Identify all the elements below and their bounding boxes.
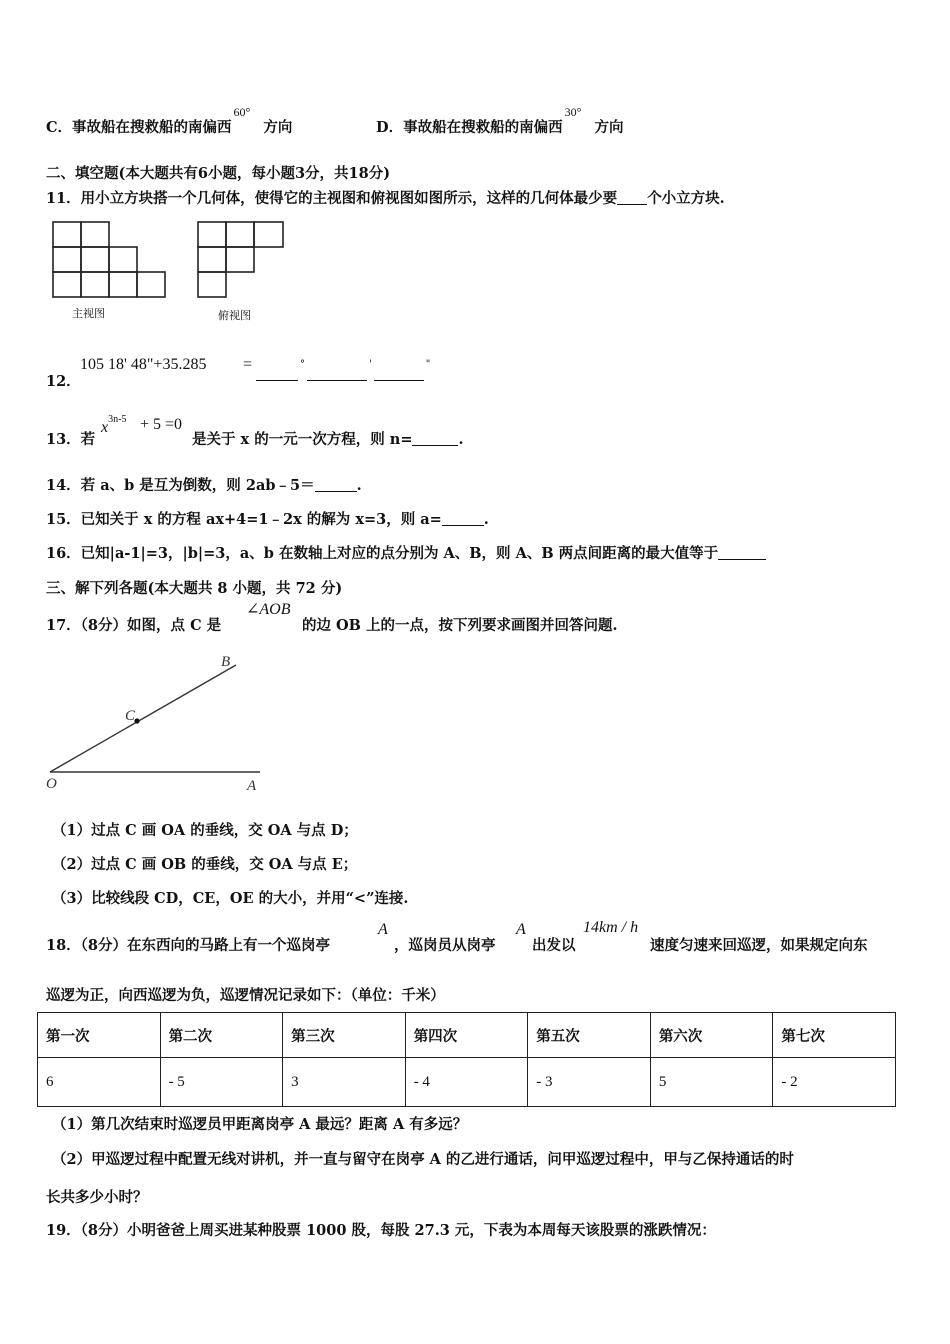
q11-blank — [617, 190, 647, 205]
value-cell: 3 — [283, 1058, 406, 1107]
option-d-angle: 30° — [564, 105, 582, 119]
q14-text: 14．若 a、b 是互为倒数，则 2ab﹣5＝ . — [46, 477, 362, 494]
q18-line1-a: 18．（8分）在东西向的马路上有一个巡岗亭 — [46, 937, 331, 954]
q18-line2: 巡逻为正，向西巡逻为负，巡逻情况记录如下：（单位：千米） — [46, 987, 445, 1004]
q12-number: 12． — [46, 373, 81, 390]
label-c: C — [125, 708, 136, 724]
q14-blank — [315, 477, 357, 492]
label-a: A — [247, 778, 257, 794]
q18-sub2: （2）甲巡逻过程中配置无线对讲机，并一直与留守在岗亭 A 的乙进行通话，问甲巡逻过程中，甲与乙保持通话的时 — [52, 1151, 794, 1168]
q17-figure — [40, 650, 280, 795]
q17-sub3: （3）比较线段 CD，CE，OE 的大小，并用“<”连接. — [52, 890, 409, 907]
point-c — [134, 718, 139, 723]
top-view-grid — [198, 222, 283, 297]
q18-speed: 14km / h — [583, 919, 639, 936]
q18-post-a: A — [378, 921, 388, 938]
q12-blank-sec — [374, 366, 424, 381]
q13-prefix: 13．若 — [46, 431, 96, 448]
q12-blank-min — [307, 366, 367, 381]
q13-equation: $x^{3n-5}$ — [101, 414, 127, 436]
q13-text: 是关于 x 的一元一次方程，则 n= . — [192, 431, 464, 448]
q16-blank — [718, 545, 766, 560]
q17-prefix: 17．（8分）如图，点 C 是 — [46, 617, 222, 634]
q13-blank — [412, 431, 458, 446]
label-o: O — [46, 776, 57, 792]
value-cell: - 5 — [160, 1058, 283, 1107]
q18-sub2b: 长共多少小时？ — [46, 1189, 148, 1206]
header-cell: 第三次 — [283, 1013, 406, 1058]
table-header-row — [38, 1013, 896, 1058]
q18-sub1: （1）第几次结束时巡逻员甲距离岗亭 A 最远？距离 A 有多远？ — [52, 1116, 468, 1133]
q12-blank-deg — [256, 366, 298, 381]
section2-heading: 二、填空题(本大题共有6小题，每小题3分，共18分) — [46, 165, 391, 182]
q17-suffix: 的边 OB 上的一点，按下列要求画图并回答问题. — [302, 617, 618, 634]
q12-equals: = — [243, 356, 253, 373]
q18-line1-b: ，巡岗员从岗亭 — [394, 937, 496, 954]
value-cell: - 2 — [773, 1058, 896, 1107]
q18-line1-d: 速度匀速来回巡逻，如果规定向东 — [650, 937, 868, 954]
header-cell: 第四次 — [405, 1013, 528, 1058]
front-view-grid — [53, 222, 165, 297]
table-row — [38, 1058, 896, 1107]
q12-blanks: ° ' " — [256, 364, 432, 383]
header-cell: 第一次 — [38, 1013, 161, 1058]
q17-sub2: （2）过点 C 画 OB 的垂线，交 OA 与点 E； — [52, 856, 358, 873]
section3-heading: 三、解下列各题(本大题共 8 小题，共 72 分) — [46, 580, 343, 597]
top-view-caption: 俯视图 — [218, 309, 251, 322]
header-cell: 第七次 — [773, 1013, 896, 1058]
header-cell: 第五次 — [528, 1013, 651, 1058]
header-cell: 第六次 — [650, 1013, 773, 1058]
label-b: B — [221, 654, 231, 670]
q15-text: 15．已知关于 x 的方程 ax+4=1﹣2x 的解为 x=3，则 a= . — [46, 511, 489, 528]
q12-expression: 105 18' 48"+35.285 — [80, 356, 207, 373]
front-view-caption: 主视图 — [72, 307, 105, 320]
q15-blank — [442, 511, 484, 526]
q17-angle: ∠AOB — [246, 601, 291, 618]
q19-text: 19．（8分）小明爸爸上周买进某种股票 1000 股，每股 27.3 元，下表为本周每天该股票的涨跌情况： — [46, 1222, 716, 1239]
ray-ob — [50, 665, 236, 772]
option-d: D．事故船在搜救船的南偏西$^{30^\circ}$ 方向 — [376, 105, 624, 136]
patrol-record-table — [37, 1012, 896, 1107]
value-cell: - 4 — [405, 1058, 528, 1107]
q13-tail: + 5 =0 — [140, 416, 183, 433]
q18-line1-c: 出发以 — [532, 937, 576, 954]
option-c: C．事故船在搜救船的南偏西$^{60^\circ}$ 方向 — [46, 105, 293, 136]
q16-text: 16．已知|a-1|=3，|b|=3，a、b 在数轴上对应的点分别为 A、B，则 A、B 两点间距离的最大值等于 — [46, 542, 766, 563]
q11-text: 11．用小立方块搭一个几何体，使得它的主视图和俯视图如图所示，这样的几何体最少要 个小立方块. — [46, 190, 725, 207]
header-cell: 第二次 — [160, 1013, 283, 1058]
value-cell: 5 — [650, 1058, 773, 1107]
q17-sub1: （1）过点 C 画 OA 的垂线，交 OA 与点 D； — [52, 822, 358, 839]
value-cell: 6 — [38, 1058, 161, 1107]
value-cell: - 3 — [528, 1058, 651, 1107]
q18-post-a2: A — [516, 921, 526, 938]
option-c-angle: 60° — [233, 105, 251, 119]
